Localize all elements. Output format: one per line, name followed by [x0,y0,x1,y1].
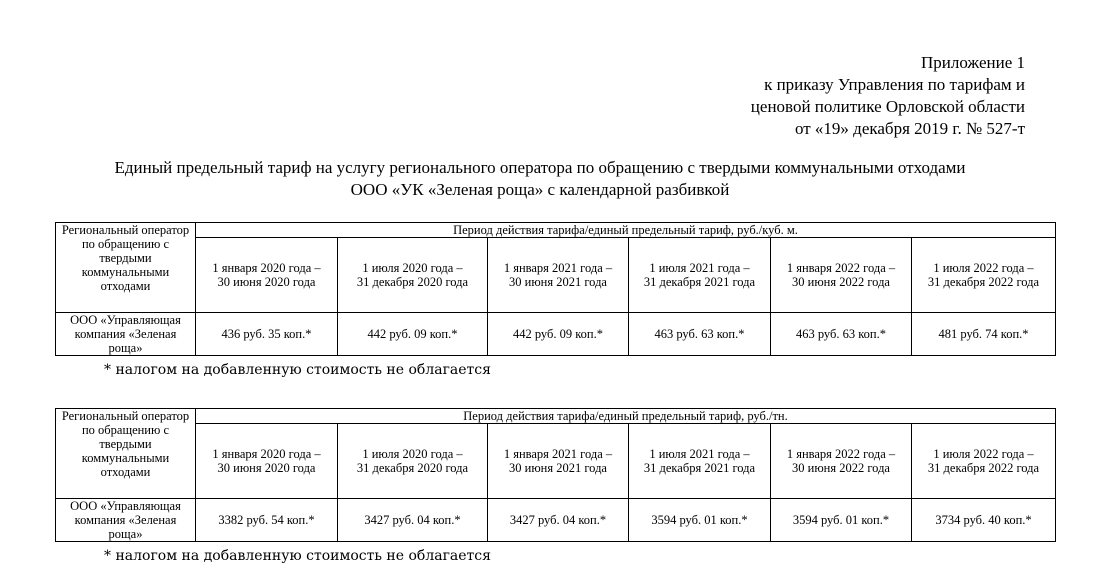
tariff-value-cell: 463 руб. 63 коп.* [771,313,912,356]
operator-header-cell: Региональный оператор по обращению с твердыми коммунальными отходами [56,409,196,499]
title-line: ООО «УК «Зеленая роща» с календарной разбивкой [350,180,730,199]
period-cell: 1 июля 2021 года – 31 декабря 2021 года [629,238,771,313]
period-cell: 1 июля 2022 года – 31 декабря 2022 года [912,238,1056,313]
operator-name-cell: ООО «Управляющая компания «Зеленая роща» [56,313,196,356]
period-cell: 1 января 2021 года – 30 июня 2021 года [488,424,629,499]
period-cell: 1 июля 2022 года – 31 декабря 2022 года [912,424,1056,499]
period-cell: 1 июля 2020 года – 31 декабря 2020 года [338,238,488,313]
tariff-value-cell: 442 руб. 09 коп.* [488,313,629,356]
tariff-value-cell: 3427 руб. 04 коп.* [488,499,629,542]
title-line: Единый предельный тариф на услугу регионального оператора по обращению с твердыми коммунальными отходами [114,158,966,177]
operator-header-cell: Региональный оператор по обращению с твердыми коммунальными отходами [56,223,196,313]
period-cell: 1 января 2020 года – 30 июня 2020 года [196,238,338,313]
period-cell: 1 января 2021 года – 30 июня 2021 года [488,238,629,313]
appendix-line: ценовой политике Орловской области [750,97,1025,116]
tariff-value-cell: 3382 руб. 54 коп.* [196,499,338,542]
tariff-value-cell: 3734 руб. 40 коп.* [912,499,1056,542]
vat-footnote: * налогом на добавленную стоимость не облагается [104,362,491,378]
table-row [56,313,1056,356]
period-cell: 1 января 2022 года – 30 июня 2022 года [771,424,912,499]
period-cell: 1 января 2020 года – 30 июня 2020 года [196,424,338,499]
tariff-table-ton [55,408,1056,542]
period-cell: 1 января 2022 года – 30 июня 2022 года [771,238,912,313]
table-row [56,499,1056,542]
period-header-cell: Период действия тарифа/единый предельный тариф, руб./тн. [196,409,1056,424]
operator-name-cell: ООО «Управляющая компания «Зеленая роща» [56,499,196,542]
period-header-cell: Период действия тарифа/единый предельный тариф, руб./куб. м. [196,223,1056,238]
tariff-value-cell: 442 руб. 09 коп.* [338,313,488,356]
appendix-line: Приложение 1 [921,53,1025,72]
appendix-line: от «19» декабря 2019 г. № 527-т [794,119,1025,138]
appendix-line: к приказу Управления по тарифам и [764,75,1025,94]
tariff-value-cell: 3427 руб. 04 коп.* [338,499,488,542]
period-cell: 1 июля 2020 года – 31 декабря 2020 года [338,424,488,499]
vat-footnote: * налогом на добавленную стоимость не облагается [104,548,491,564]
document-title [0,157,1080,201]
tariff-value-cell: 3594 руб. 01 коп.* [771,499,912,542]
tariff-table-cubic-meter [55,222,1056,356]
tariff-value-cell: 463 руб. 63 коп.* [629,313,771,356]
tariff-value-cell: 436 руб. 35 коп.* [196,313,338,356]
tariff-value-cell: 3594 руб. 01 коп.* [629,499,771,542]
tariff-value-cell: 481 руб. 74 коп.* [912,313,1056,356]
period-cell: 1 июля 2021 года – 31 декабря 2021 года [629,424,771,499]
appendix-header [751,52,1025,140]
